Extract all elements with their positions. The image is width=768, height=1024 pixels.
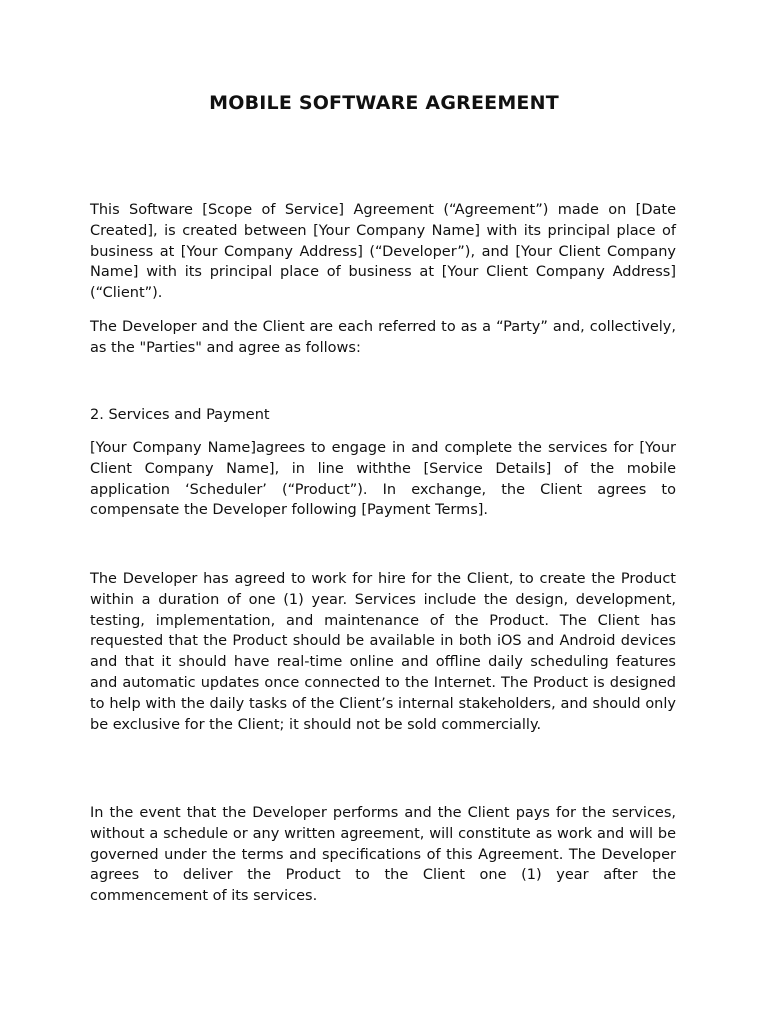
developer-scope-paragraph: The Developer has agreed to work for hire for the Client, to create the Product within a duration of one (1) year. Services include the design, development, testing, implementation, and maintenance of the Product. The Client has requested that the Product should be available in both iOS and Android devices and that it should have real-time online and offline daily scheduling features and automatic updates once connected to the Internet. The Product is designed to help with the daily tasks of the Client’s internal stakeholders, and should only be exclusive for the Client; it should not be sold commercially. [90, 571, 676, 733]
parties-paragraph: The Developer and the Client are each referred to as a “Party” and, collectively, as the "Parties" and agree as follows: [90, 319, 676, 356]
engagement-paragraph: [Your Company Name]agrees to engage in and complete the services for [Your Client Company Name], in line withthe [Service Details] of the mobile application ‘Scheduler’ (“Product”). In exchange, the Client agrees to compensate the Developer following [Payment Terms]. [90, 440, 676, 519]
document-title: MOBILE SOFTWARE AGREEMENT [209, 92, 559, 114]
event-clause-paragraph: In the event that the Developer performs and the Client pays for the services, without a schedule or any written agreement, will constitute as work and will be governed under the terms and specifications of this Agreement. The Developer agrees to deliver the Product to the Client one (1) year after the commencement of its services. [90, 805, 676, 905]
intro-paragraph: This Software [Scope of Service] Agreement (“Agreement”) made on [Date Created], is created between [Your Company Name] with its principal place of business at [Your Company Address] (“Developer”), and [Your Client Company Name] with its principal place of business at [Your Client Company Address] (“Client”). [90, 202, 676, 302]
services-heading: 2. Services and Payment [90, 407, 270, 423]
